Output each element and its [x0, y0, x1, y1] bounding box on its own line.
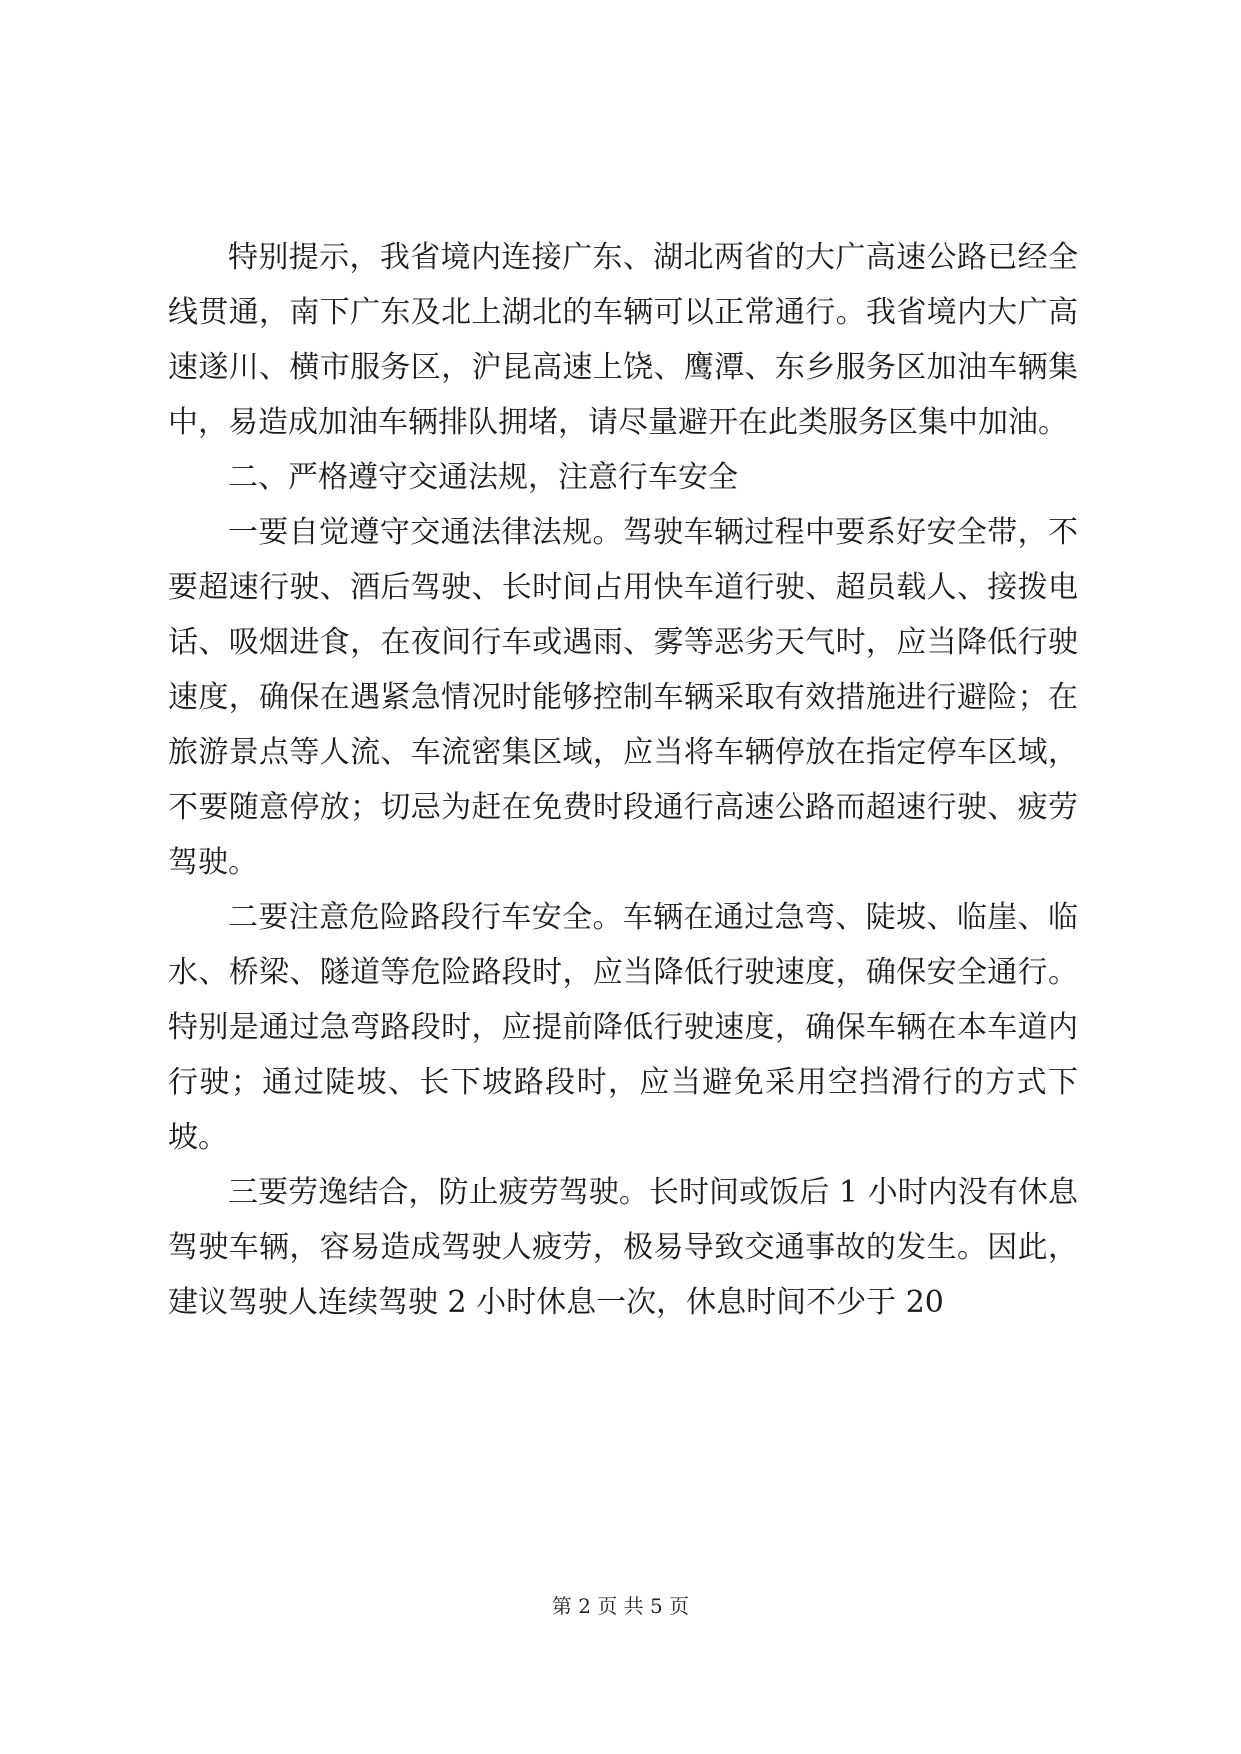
paragraph-special-notice: 特别提示，我省境内连接广东、湖北两省的大广高速公路已经全线贯通，南下广东及北上湖北的车辆可以正常通行。我省境内大广高速遂川、横市服务区，沪昆高速上饶、鹰潭、东乡服务区加油车辆集中，易造成加油车辆排队拥堵，请尽量避开在此类服务区集中加油。: [168, 240, 1078, 440]
paragraph-traffic-laws: 一要自觉遵守交通法律法规。驾驶车辆过程中要系好安全带，不要超速行驶、酒后驾驶、长时间占用快车道行驶、超员载人、接拨电话、吸烟进食，在夜间行车或遇雨、雾等恶劣天气时，应当降低行驶速度，确保在遇紧急情况时能够控制车辆采取有效措施进行避险；在旅游景点等人流、车流密集区域，应当将车辆停放在指定停车区域，不要随意停放；切忌为赶在免费时段通行高速公路而超速行驶、疲劳驾驶。: [168, 515, 1078, 880]
page-footer: 第 2 页 共 5 页: [551, 1594, 690, 1618]
paragraph-fatigue-driving: 三要劳逸结合，防止疲劳驾驶。长时间或饭后 1 小时内没有休息驾驶车辆，容易造成驾驶人疲劳，极易导致交通事故的发生。因此，建议驾驶人连续驾驶 2 小时休息一次，休息时间不少于 20: [168, 1175, 1078, 1320]
paragraph-dangerous-roads: 二要注意危险路段行车安全。车辆在通过急弯、陡坡、临崖、临水、桥梁、隧道等危险路段时，应当降低行驶速度，确保安全通行。特别是通过急弯路段时，应提前降低行驶速度，确保车辆在本车道内行驶；通过陡坡、长下坡路段时，应当避免采用空挡滑行的方式下坡。: [168, 900, 1078, 1155]
document-body: [168, 230, 1078, 1330]
section-heading: 二、严格遵守交通法规，注意行车安全: [228, 460, 738, 495]
